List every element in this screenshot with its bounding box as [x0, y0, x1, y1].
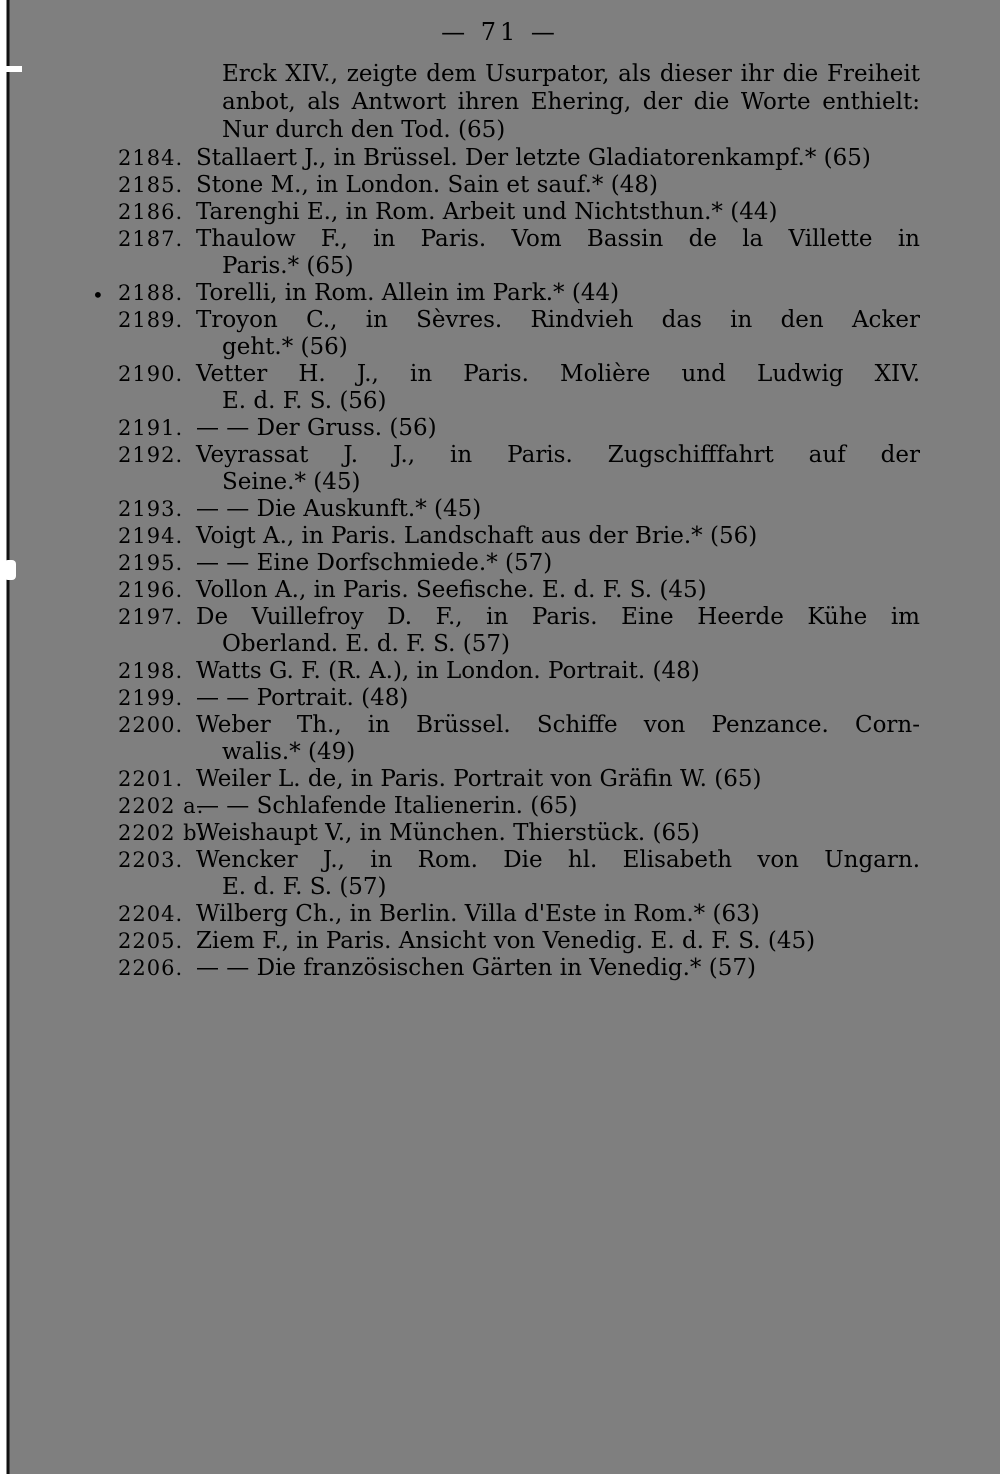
entry-text: De Vuillefroy D. F., in Paris. Eine Heerde Kühe im: [196, 604, 920, 630]
intro-line: Nur durch den Tod. (65): [222, 117, 506, 143]
entry-number: 2193.: [118, 497, 184, 521]
catalog-entry-line: [0, 792, 1000, 820]
entry-number: 2188.: [118, 281, 184, 305]
catalog-entry-line: [0, 927, 1000, 955]
catalog-entry-line: [0, 144, 1000, 172]
entry-text: Wilberg Ch., in Berlin. Villa d'Este in Rom.* (63): [196, 901, 760, 927]
catalog-entry-line: [0, 900, 1000, 928]
catalog-entry-line: [0, 657, 1000, 685]
entry-text: Weber Th., in Brüssel. Schiffe von Penzance. Corn-: [196, 712, 920, 738]
entry-text: — — Der Gruss. (56): [196, 415, 437, 441]
entry-number: 2184.: [118, 146, 184, 170]
entry-text: Voigt A., in Paris. Landschaft aus der Brie.* (56): [196, 523, 758, 549]
catalog-entry-line: [0, 225, 1000, 253]
entry-number: 2204.: [118, 902, 184, 926]
entry-text: Stallaert J., in Brüssel. Der letzte Gladiatorenkampf.* (65): [196, 145, 871, 171]
entry-number: 2187.: [118, 227, 184, 251]
catalog-entry-line: [0, 603, 1000, 631]
catalog-entry-line: [0, 279, 1000, 307]
catalog-entry-line: [0, 252, 1000, 280]
entry-text: Vollon A., in Paris. Seefische. E. d. F. S. (45): [196, 577, 707, 603]
entry-number: 2199.: [118, 686, 184, 710]
entry-text: Ziem F., in Paris. Ansicht von Venedig. E. d. F. S. (45): [196, 928, 816, 954]
catalog-entry-line: [0, 360, 1000, 388]
entry-text: Oberland. E. d. F. S. (57): [222, 631, 510, 657]
entry-number: 2189.: [118, 308, 184, 332]
catalog-entry-line: [0, 954, 1000, 982]
entry-text: Weishaupt V., in München. Thierstück. (65): [196, 820, 700, 846]
entry-text: Seine.* (45): [222, 469, 361, 495]
entry-text: — — Die Auskunft.* (45): [196, 496, 482, 522]
intro-line: anbot, als Antwort ihren Ehering, der die Worte enthielt:: [222, 89, 920, 115]
catalog-entry-line: [0, 738, 1000, 766]
entry-text: — — Die französischen Gärten in Venedig.* (57): [196, 955, 756, 981]
entry-text: Tarenghi E., in Rom. Arbeit und Nichtsthun.* (44): [196, 199, 778, 225]
catalog-entry-line: [0, 711, 1000, 739]
entry-number: 2202 b.: [118, 821, 206, 845]
entry-text: Watts G. F. (R. A.), in London. Portrait. (48): [196, 658, 700, 684]
catalog-entry-line: [0, 765, 1000, 793]
entry-text: Paris.* (65): [222, 253, 354, 279]
entry-number: 2203.: [118, 848, 184, 872]
catalog-entry-line: [0, 630, 1000, 658]
entry-number: 2192.: [118, 443, 184, 467]
entry-number: 2198.: [118, 659, 184, 683]
entry-text: Weiler L. de, in Paris. Portrait von Gräfin W. (65): [196, 766, 762, 792]
catalog-entry-line: [0, 387, 1000, 415]
catalog-entry-line: [0, 441, 1000, 469]
catalog-entry-line: [0, 171, 1000, 199]
entry-number: 2191.: [118, 416, 184, 440]
catalog-entry-line: [0, 306, 1000, 334]
entry-text: Veyrassat J. J., in Paris. Zugschifffahrt auf der: [196, 442, 920, 468]
entry-text: — — Schlafende Italienerin. (65): [196, 793, 578, 819]
catalog-entry-line: [0, 198, 1000, 226]
catalog-entry-line: [0, 873, 1000, 901]
entry-text: Stone M., in London. Sain et sauf.* (48): [196, 172, 658, 198]
entry-text: Vetter H. J., in Paris. Molière und Ludwig XIV.: [196, 361, 920, 387]
catalog-entry-line: [0, 549, 1000, 577]
catalog-entry-line: [0, 495, 1000, 523]
entry-text: walis.* (49): [222, 739, 356, 765]
entry-number: 2200.: [118, 713, 184, 737]
entry-text: geht.* (56): [222, 334, 348, 360]
entry-number: 2190.: [118, 362, 184, 386]
entry-number: 2186.: [118, 200, 184, 224]
entry-number: 2201.: [118, 767, 184, 791]
entry-text: Wencker J., in Rom. Die hl. Elisabeth von Ungarn.: [196, 847, 920, 873]
entry-number: 2194.: [118, 524, 184, 548]
entry-text: — — Eine Dorfschmiede.* (57): [196, 550, 553, 576]
catalog-entry-line: [0, 819, 1000, 847]
catalog-entry-line: [0, 684, 1000, 712]
entry-number: 2205.: [118, 929, 184, 953]
catalog-entry-line: [0, 576, 1000, 604]
margin-dot: •: [92, 283, 104, 307]
intro-line: Erck XIV., zeigte dem Usurpator, als dieser ihr die Freiheit: [222, 61, 920, 87]
entry-text: E. d. F. S. (57): [222, 874, 387, 900]
page-number: — 71 —: [441, 18, 559, 46]
entry-text: Thaulow F., in Paris. Vom Bassin de la Villette in: [196, 226, 920, 252]
catalog-entry-line: [0, 846, 1000, 874]
entry-number: 2196.: [118, 578, 184, 602]
catalog-entry-line: [0, 468, 1000, 496]
catalog-entry-line: [0, 414, 1000, 442]
entry-text: Troyon C., in Sèvres. Rindvieh das in den Acker: [196, 307, 920, 333]
entry-number: 2202 a.: [118, 794, 205, 818]
catalog-entry-line: [0, 333, 1000, 361]
catalog-entry-line: [0, 522, 1000, 550]
entry-number: 2185.: [118, 173, 184, 197]
entry-number: 2206.: [118, 956, 184, 980]
entry-text: Torelli, in Rom. Allein im Park.* (44): [196, 280, 620, 306]
entry-text: — — Portrait. (48): [196, 685, 409, 711]
entry-number: 2197.: [118, 605, 184, 629]
entry-number: 2195.: [118, 551, 184, 575]
entry-text: E. d. F. S. (56): [222, 388, 387, 414]
